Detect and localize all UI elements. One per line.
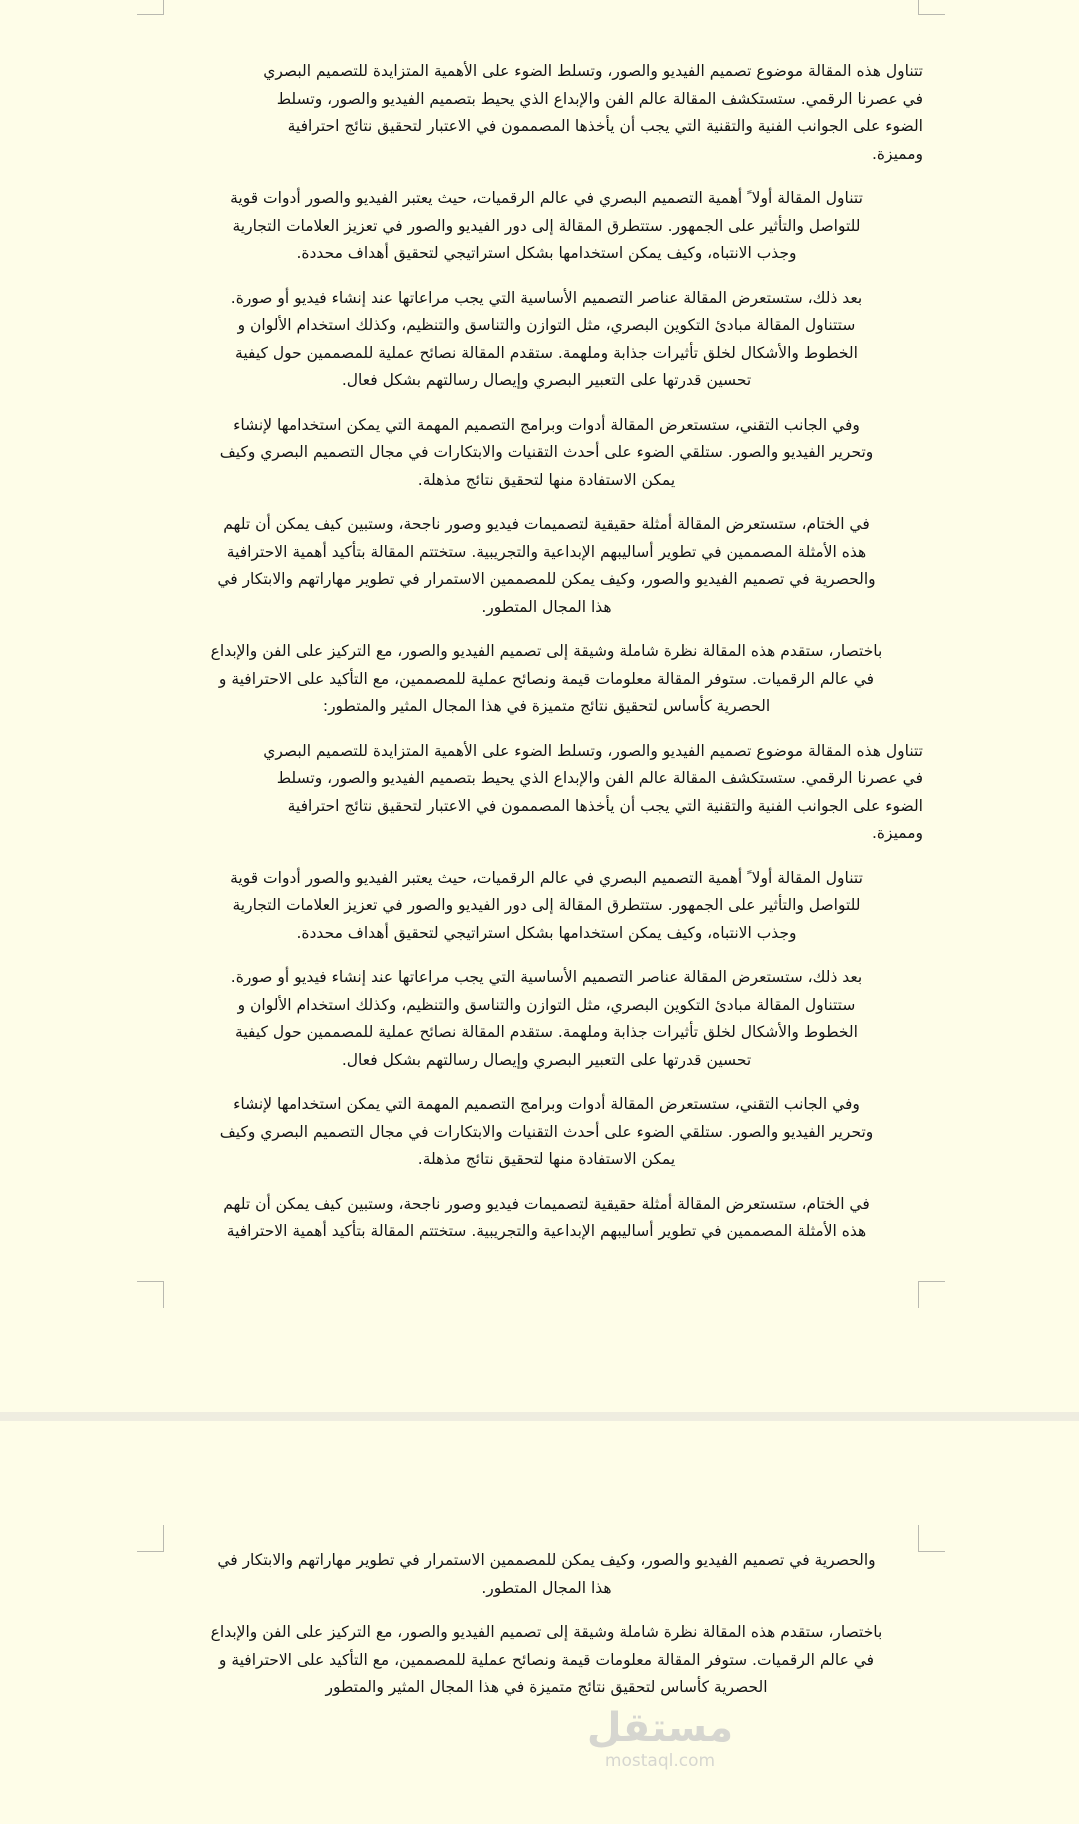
- paragraph-line: الضوء على الجوانب الفنية والتقنية التي يجب أن يأخذها المصممون في الاعتبار لتحقيق نتائج احترافية: [287, 117, 923, 135]
- paragraph: [170, 638, 923, 721]
- paragraph-line: تحسين قدرتها على التعبير البصري وإيصال رسالتهم بشكل فعال.: [341, 371, 752, 389]
- paragraph: [170, 865, 923, 948]
- page-1-top-left-margin-mark: [137, 0, 164, 15]
- paragraph-line: هذا المجال المتطور.: [481, 597, 612, 616]
- paragraph-line: بعد ذلك، ستستعرض المقالة عناصر التصميم الأساسية التي يجب مراعاتها عند إنشاء فيديو أو صورة.: [230, 288, 863, 307]
- paragraph-line: الخطوط والأشكال لخلق تأثيرات جذابة وملهمة. ستقدم المقالة نصائح عملية للمصممين حول كيفية: [235, 343, 858, 362]
- page-2-body: [170, 1547, 923, 1719]
- paragraph-line: هذه الأمثلة المصممين في تطوير أساليبهم الإبداعية والتجريبية. ستختتم المقالة بتأكيد أهمية الاحترافية: [226, 542, 867, 561]
- paragraph: [170, 412, 923, 495]
- page-2-top-left-margin-mark: [137, 1525, 164, 1552]
- paragraph-line: تتناول المقالة أولا ً أهمية التصميم البصري في عالم الرقميات، حيث يعتبر الفيديو والصور أدوات قوية: [230, 189, 863, 207]
- mostaql-watermark-logo: [560, 1705, 760, 1771]
- watermark-arabic-text: مستقل: [586, 1705, 734, 1751]
- paragraph-line: ومميزة.: [871, 824, 923, 842]
- paragraph-line: تتناول المقالة أولا ً أهمية التصميم البصري في عالم الرقميات، حيث يعتبر الفيديو والصور أدوات قوية: [230, 868, 863, 887]
- paragraph-line: في عالم الرقميات. ستوفر المقالة معلومات قيمة ونصائح عملية للمصممين، مع التأكيد على الاحترافية و: [218, 1650, 875, 1669]
- paragraph: [170, 285, 923, 395]
- watermark-domain-text: mostaql.com: [604, 1751, 716, 1771]
- paragraph-line: وفي الجانب التقني، ستستعرض المقالة أدوات وبرامج التصميم المهمة التي يمكن استخدامها لإنشاء: [233, 1095, 860, 1113]
- paragraph-line: يمكن الاستفادة منها لتحقيق نتائج مذهلة.: [417, 1150, 676, 1168]
- paragraph: [170, 1191, 923, 1246]
- paragraph: [170, 1547, 923, 1602]
- paragraph: [170, 511, 923, 621]
- paragraph-line: ستتناول المقالة مبادئ التكوين البصري، مثل التوازن والتناسق والتنظيم، وكذلك استخدام الألوان و: [237, 995, 856, 1014]
- paragraph-line: باختصار، ستقدم هذه المقالة نظرة شاملة وشيقة إلى تصميم الفيديو والصور، مع التركيز على الفن والإبداع: [210, 1623, 883, 1641]
- paragraph-line: هذا المجال المتطور.: [481, 1578, 612, 1597]
- paragraph-line: في الختام، ستستعرض المقالة أمثلة حقيقية لتصميمات فيديو وصور ناجحة، وستبين كيف يمكن أن تلهم: [223, 515, 870, 533]
- page-1-bottom-left-margin-mark: [137, 1281, 164, 1308]
- paragraph-line: في الختام، ستستعرض المقالة أمثلة حقيقية لتصميمات فيديو وصور ناجحة، وستبين كيف يمكن أن تلهم: [223, 1194, 870, 1213]
- page-1-top-right-margin-mark: [918, 0, 945, 15]
- paragraph-line: للتواصل والتأثير على الجمهور. ستتطرق المقالة إلى دور الفيديو والصور في تعزيز العلامات التجارية: [232, 216, 861, 235]
- paragraph-line: الضوء على الجوانب الفنية والتقنية التي يجب أن يأخذها المصممون في الاعتبار لتحقيق نتائج احترافية: [287, 796, 923, 815]
- paragraph-line: والحصرية في تصميم الفيديو والصور، وكيف يمكن للمصممين الاستمرار في تطوير مهاراتهم والابتكار في: [217, 1551, 876, 1569]
- paragraph-line: وجذب الانتباه، وكيف يمكن استخدامها بشكل استراتيجي لتحقيق أهداف محددة.: [296, 244, 797, 262]
- paragraph-line: تحسين قدرتها على التعبير البصري وإيصال رسالتهم بشكل فعال.: [341, 1050, 752, 1069]
- page-1-bottom-right-margin-mark: [918, 1281, 945, 1308]
- paragraph: [170, 964, 923, 1074]
- paragraph-line: وتحرير الفيديو والصور. ستلقي الضوء على أحدث التقنيات والابتكارات في مجال التصميم البصري وكيف: [219, 443, 874, 461]
- paragraph-line: الحصرية كأساس لتحقيق نتائج متميزة في هذا المجال المثير والمتطور: [325, 1678, 768, 1696]
- paragraph-line: وتحرير الفيديو والصور. ستلقي الضوء على أحدث التقنيات والابتكارات في مجال التصميم البصري وكيف: [219, 1122, 874, 1141]
- paragraph-line: في عصرنا الرقمي. ستستكشف المقالة عالم الفن والإبداع الذي يحيط بتصميم الفيديو والصور، وتسلط: [276, 769, 923, 787]
- paragraph-line: وجذب الانتباه، وكيف يمكن استخدامها بشكل استراتيجي لتحقيق أهداف محددة.: [296, 923, 797, 942]
- paragraph-line: الحصرية كأساس لتحقيق نتائج متميزة في هذا المجال المثير والمتطور:: [322, 697, 771, 715]
- paragraph: [170, 1091, 923, 1174]
- paragraph-line: ومميزة.: [871, 144, 923, 163]
- paragraph: [170, 1619, 923, 1702]
- paragraph: [170, 185, 923, 268]
- paragraph-line: والحصرية في تصميم الفيديو والصور، وكيف يمكن للمصممين الاستمرار في تطوير مهاراتهم والابتكار في: [217, 570, 876, 588]
- paragraph-line: الخطوط والأشكال لخلق تأثيرات جذابة وملهمة. ستقدم المقالة نصائح عملية للمصممين حول كيفية: [235, 1023, 858, 1041]
- paragraph-line: للتواصل والتأثير على الجمهور. ستتطرق المقالة إلى دور الفيديو والصور في تعزيز العلامات التجارية: [232, 896, 861, 914]
- paragraph: [170, 738, 923, 848]
- paragraph-line: في عالم الرقميات. ستوفر المقالة معلومات قيمة ونصائح عملية للمصممين، مع التأكيد على الاحترافية و: [218, 669, 875, 688]
- paragraph: [170, 58, 923, 168]
- paragraph-line: تتناول هذه المقالة موضوع تصميم الفيديو والصور، وتسلط الضوء على الأهمية المتزايدة للتصميم البصري: [263, 741, 923, 760]
- paragraph-line: هذه الأمثلة المصممين في تطوير أساليبهم الإبداعية والتجريبية. ستختتم المقالة بتأكيد أهمية الاحترافية: [226, 1222, 867, 1240]
- page-break-divider: [0, 1412, 1079, 1421]
- paragraph-line: وفي الجانب التقني، ستستعرض المقالة أدوات وبرامج التصميم المهمة التي يمكن استخدامها لإنشاء: [233, 415, 860, 434]
- paragraph-line: باختصار، ستقدم هذه المقالة نظرة شاملة وشيقة إلى تصميم الفيديو والصور، مع التركيز على الفن والإبداع: [210, 642, 883, 660]
- paragraph-line: بعد ذلك، ستستعرض المقالة عناصر التصميم الأساسية التي يجب مراعاتها عند إنشاء فيديو أو صورة.: [230, 968, 863, 986]
- page-1-body: [170, 58, 923, 1263]
- paragraph-line: ستتناول المقالة مبادئ التكوين البصري، مثل التوازن والتناسق والتنظيم، وكذلك استخدام الألوان و: [237, 316, 856, 334]
- paragraph-line: يمكن الاستفادة منها لتحقيق نتائج مذهلة.: [417, 470, 676, 489]
- paragraph-line: تتناول هذه المقالة موضوع تصميم الفيديو والصور، وتسلط الضوء على الأهمية المتزايدة للتصميم البصري: [263, 62, 923, 80]
- paragraph-line: في عصرنا الرقمي. ستستكشف المقالة عالم الفن والإبداع الذي يحيط بتصميم الفيديو والصور، وتسلط: [276, 89, 923, 108]
